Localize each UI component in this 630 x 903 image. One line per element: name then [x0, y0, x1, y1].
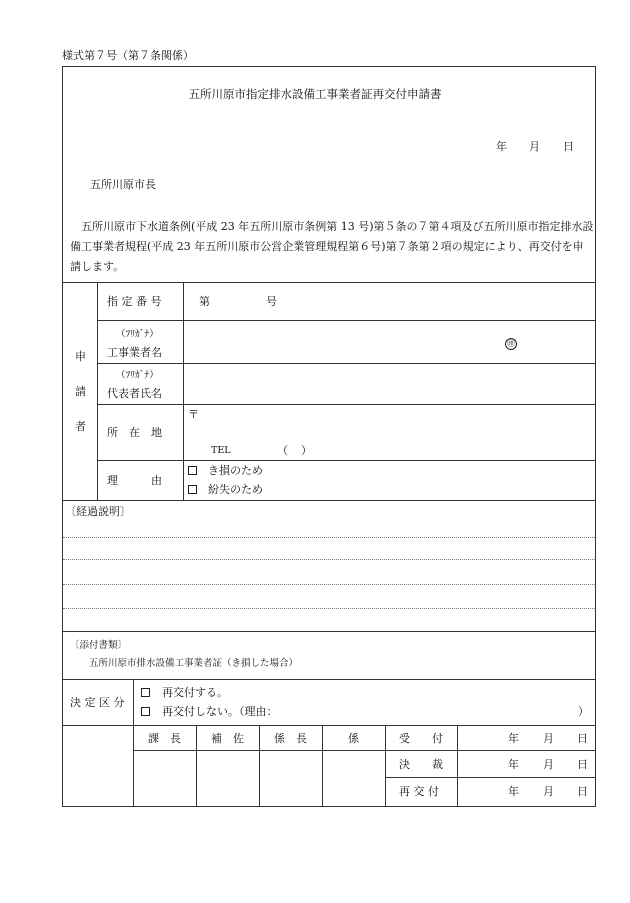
date-year-label: 年	[496, 140, 507, 153]
applicant-label-1: 申	[75, 350, 86, 363]
reissued-year-label: 年	[508, 785, 519, 798]
divider	[97, 404, 596, 405]
representative-name-field[interactable]	[188, 366, 588, 401]
approved-day-label: 日	[577, 758, 588, 771]
designation-number-suffix: 号	[266, 295, 277, 308]
reason-lost-checkbox[interactable]	[188, 485, 197, 494]
divider	[62, 282, 596, 283]
approval-header-deputy: 補 佐	[211, 732, 244, 745]
form-title: 五所川原市指定排水設備工事業者証再交付申請書	[188, 87, 442, 101]
tel-field[interactable]	[232, 441, 352, 458]
divider	[62, 725, 596, 726]
form-number: 様式第７号（第７条関係）	[62, 49, 194, 62]
divider	[385, 725, 386, 807]
reason-damaged-label: き損のため	[208, 464, 263, 477]
approval-header-subsection-chief: 係 長	[274, 732, 307, 745]
tel-paren-close: ）	[301, 444, 312, 457]
company-name-label: 工事業者名	[107, 346, 162, 359]
divider	[62, 631, 596, 632]
tel-paren-open: （	[277, 444, 288, 457]
divider	[97, 320, 596, 321]
divider	[133, 750, 596, 751]
decision-label: 決 定 区 分	[70, 696, 125, 709]
decision-reissue-label: 再交付する。	[162, 686, 228, 699]
divider	[97, 282, 98, 500]
circumstances-label: 〔経過説明〕	[65, 505, 131, 518]
seal-box-deputy[interactable]	[198, 752, 257, 805]
received-day-label: 日	[577, 732, 588, 745]
divider	[183, 282, 184, 500]
divider	[62, 500, 596, 501]
reason-lost-label: 紛失のため	[208, 483, 263, 496]
divider	[385, 777, 596, 778]
decision-closing-paren: ）	[578, 705, 589, 718]
approved-year-label: 年	[508, 758, 519, 771]
divider	[97, 460, 596, 461]
seal-box-section-chief[interactable]	[135, 752, 194, 805]
designation-number-field[interactable]	[214, 290, 260, 310]
approved-month-label: 月	[543, 758, 554, 771]
company-furigana-label: （ﾌﾘｶﾞﾅ）	[116, 329, 159, 340]
address-label: 所 在 地	[107, 426, 162, 439]
company-name-field[interactable]	[188, 324, 498, 360]
date-day-label: 日	[563, 140, 574, 153]
attachments-label: 〔添付書類〕	[70, 640, 128, 651]
addressee: 五所川原市長	[90, 178, 156, 191]
reissued-day-label: 日	[577, 785, 588, 798]
reason-damaged-checkbox[interactable]	[188, 466, 197, 475]
reissued-month-label: 月	[543, 785, 554, 798]
seal-mark: ㊞	[507, 339, 515, 348]
seal-box-staff[interactable]	[324, 752, 383, 805]
divider	[62, 679, 596, 680]
decision-no-reissue-checkbox[interactable]	[141, 707, 150, 716]
received-month-label: 月	[543, 732, 554, 745]
divider	[97, 363, 596, 364]
applicant-label-2: 請	[75, 385, 86, 398]
request-statement: 五所川原市下水道条例(平成 23 年五所川原市条例第 13 号)第５条の７第４項及び五所川原市指定排水設備工事業者規程(平成 23 年五所川原市公営企業管理規程第６号)第７条第２項の規定により、再交付を申請します。	[70, 220, 594, 273]
attachments-item: 五所川原市排水設備工事業者証（き損した場合）	[89, 658, 299, 669]
reason-label: 理 由	[107, 474, 162, 487]
decision-reissue-checkbox[interactable]	[141, 688, 150, 697]
date-month-label: 月	[529, 140, 540, 153]
representative-name-label: 代表者氏名	[107, 387, 162, 400]
address-field[interactable]	[204, 407, 584, 437]
decision-reason-field[interactable]	[285, 703, 573, 720]
process-received-label: 受 付	[399, 732, 443, 745]
approval-header-staff: 係	[348, 732, 359, 745]
postal-mark: 〒	[188, 408, 199, 421]
representative-furigana-label: （ﾌﾘｶﾞﾅ）	[116, 370, 159, 381]
designation-number-label: 指 定 番 号	[107, 295, 162, 308]
applicant-label-3: 者	[75, 420, 86, 433]
divider	[457, 725, 458, 807]
circumstances-field[interactable]	[64, 520, 594, 628]
received-year-label: 年	[508, 732, 519, 745]
decision-no-reissue-label: 再交付しない。（理由：	[162, 705, 278, 718]
tel-label: TEL	[211, 445, 231, 456]
designation-number-prefix: 第	[199, 295, 210, 308]
seal-box-subsection-chief[interactable]	[261, 752, 320, 805]
approval-header-section-chief: 課 長	[148, 732, 181, 745]
process-reissued-label: 再 交 付	[399, 785, 439, 798]
process-approved-label: 決 裁	[399, 758, 443, 771]
